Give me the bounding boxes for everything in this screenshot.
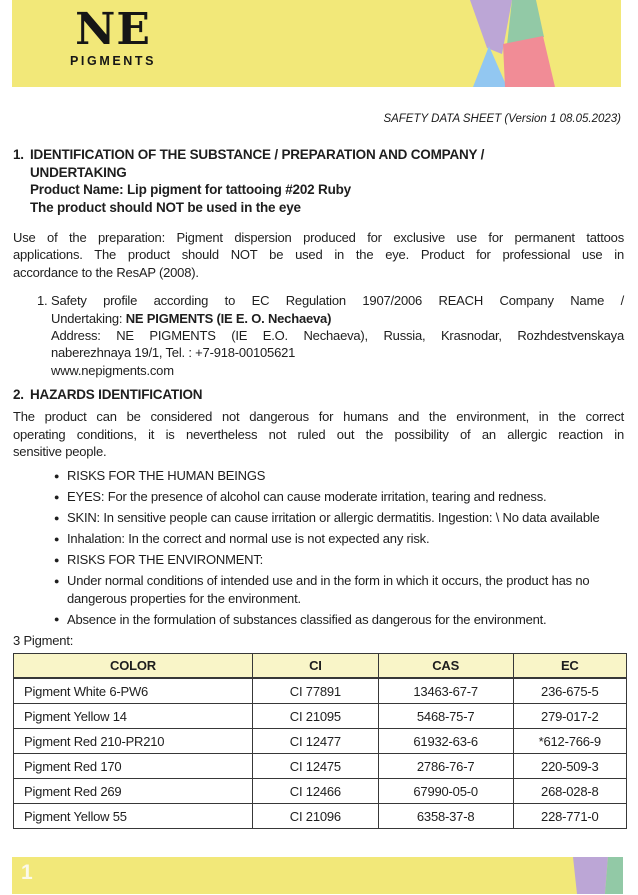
- cell-cas: 5468-75-7: [378, 704, 513, 729]
- hazards-bullet-list: [55, 467, 624, 628]
- list-item-number: 1.: [37, 293, 48, 309]
- table-row: [14, 779, 627, 804]
- column-header-color: COLOR: [14, 654, 253, 679]
- product-name-line: Product Name: Lip pigment for tattooing #202 Ruby: [30, 182, 351, 197]
- bullet-absence: ● Absence in the formulation of substances classified as dangerous for the environment.: [55, 611, 624, 629]
- company-name-bold: NE PIGMENTS (IE E. O. Nechaeva): [125, 310, 332, 326]
- document-version-line: SAFETY DATA SHEET (Version 1 08.05.2023): [383, 113, 621, 125]
- cell-ec: 279-017-2: [513, 704, 626, 729]
- safety-profile-line: Safety profile according to EC Regulation 1907/2006 REACH Company Name /: [51, 293, 624, 309]
- eye-warning-line: The product should NOT be used in the eye: [30, 199, 301, 215]
- cell-ci: CI 21095: [253, 704, 379, 729]
- cell-color: Pigment Red 210-PR210: [14, 729, 253, 754]
- ne-pigments-logo: [70, 4, 157, 68]
- section1-number: 1.: [13, 147, 24, 162]
- table-row: [14, 754, 627, 779]
- cell-color: Pigment Yellow 55: [14, 804, 253, 829]
- website-line: www.nepigments.com: [51, 362, 174, 378]
- cell-ec: 228-771-0: [513, 804, 626, 829]
- cell-ec: *612-766-9: [513, 729, 626, 754]
- bullet-risks-human: ● RISKS FOR THE HUMAN BEINGS: [55, 467, 624, 485]
- cell-color: Pigment White 6-PW6: [14, 678, 253, 704]
- bullet-skin: ● SKIN: In sensitive people can cause irritation or allergic dermatitis. Ingestion: \ No data available: [55, 509, 624, 527]
- section2-number: 2.: [13, 387, 24, 403]
- cell-cas: 6358-37-8: [378, 804, 513, 829]
- section1-heading: [13, 146, 624, 181]
- footer-geometric-decoration: [555, 857, 623, 894]
- pigment-table-label: 3 Pigment:: [13, 633, 74, 649]
- cell-cas: 2786-76-7: [378, 754, 513, 779]
- page-number: 1: [21, 861, 33, 884]
- logo-text-ne: NE: [75, 4, 151, 55]
- cell-ci: CI 12466: [253, 779, 379, 804]
- column-header-ec: EC: [513, 654, 626, 679]
- cell-cas: 67990-05-0: [378, 779, 513, 804]
- cell-ci: CI 12475: [253, 754, 379, 779]
- address-line: Address: NE PIGMENTS (IE E.O. Nechaeva), Russia, Krasnodar, Rozhdestvenskaya: [51, 328, 624, 344]
- table-row: [14, 729, 627, 754]
- column-header-cas: CAS: [378, 654, 513, 679]
- table-row: [14, 704, 627, 729]
- cell-cas: 61932-63-6: [378, 729, 513, 754]
- use-of-preparation-paragraph: Use of the preparation: Pigment dispersion produced for exclusive use for permanent tattoos applications. The product should NOT be used in the eye. Product for professional use in accordance to the ResAP (2008).: [13, 230, 624, 280]
- address-line2: naberezhnaya 19/1, Tel. : +7-918-00105621: [51, 345, 296, 361]
- banner: [12, 0, 621, 87]
- cell-ci: CI 21096: [253, 804, 379, 829]
- table-row: [14, 678, 627, 704]
- hazards-intro-paragraph: The product can be considered not dangerous for humans and the environment, in the correct operating conditions, it is nevertheless not ruled out the possibility of an allergic reaction in sensitive people.: [13, 409, 624, 460]
- logo-text-pigments: PIGMENTS: [70, 54, 157, 68]
- cell-color: Pigment Yellow 14: [14, 704, 253, 729]
- cell-ci: CI 12477: [253, 729, 379, 754]
- cell-cas: 13463-67-7: [378, 678, 513, 704]
- safety-profile-list-item: [37, 292, 624, 379]
- cell-ec: 236-675-5: [513, 678, 626, 704]
- table-header-row: [14, 654, 627, 679]
- banner-geometric-decoration: [465, 0, 555, 87]
- bullet-eyes: ● EYES: For the presence of alcohol can cause moderate irritation, tearing and redness.: [55, 488, 624, 506]
- page-footer: [12, 857, 623, 894]
- cell-color: Pigment Red 170: [14, 754, 253, 779]
- section1-heading-line1: 1. IDENTIFICATION OF THE SUBSTANCE / PREPARATION AND COMPANY /: [13, 147, 485, 162]
- table-row: [14, 804, 627, 829]
- section1-heading-line2: UNDERTAKING: [30, 164, 127, 180]
- section2-heading: 2. HAZARDS IDENTIFICATION: [13, 387, 203, 403]
- cell-color: Pigment Red 269: [14, 779, 253, 804]
- cell-ci: CI 77891: [253, 678, 379, 704]
- bullet-inhalation: ● Inhalation: In the correct and normal use is not expected any risk.: [55, 530, 624, 548]
- cell-ec: 220-509-3: [513, 754, 626, 779]
- cell-ec: 268-028-8: [513, 779, 626, 804]
- column-header-ci: CI: [253, 654, 379, 679]
- pigment-table: [13, 653, 627, 829]
- bullet-risks-environment: ● RISKS FOR THE ENVIRONMENT:: [55, 551, 624, 569]
- document-body: [13, 146, 624, 829]
- bullet-normal-conditions: ● Under normal conditions of intended use and in the form in which it occurs, the product has no dangerous properties for the environment.: [55, 572, 624, 607]
- undertaking-line: Undertaking: NE PIGMENTS (IE E. O. Nechaeva): [51, 310, 332, 326]
